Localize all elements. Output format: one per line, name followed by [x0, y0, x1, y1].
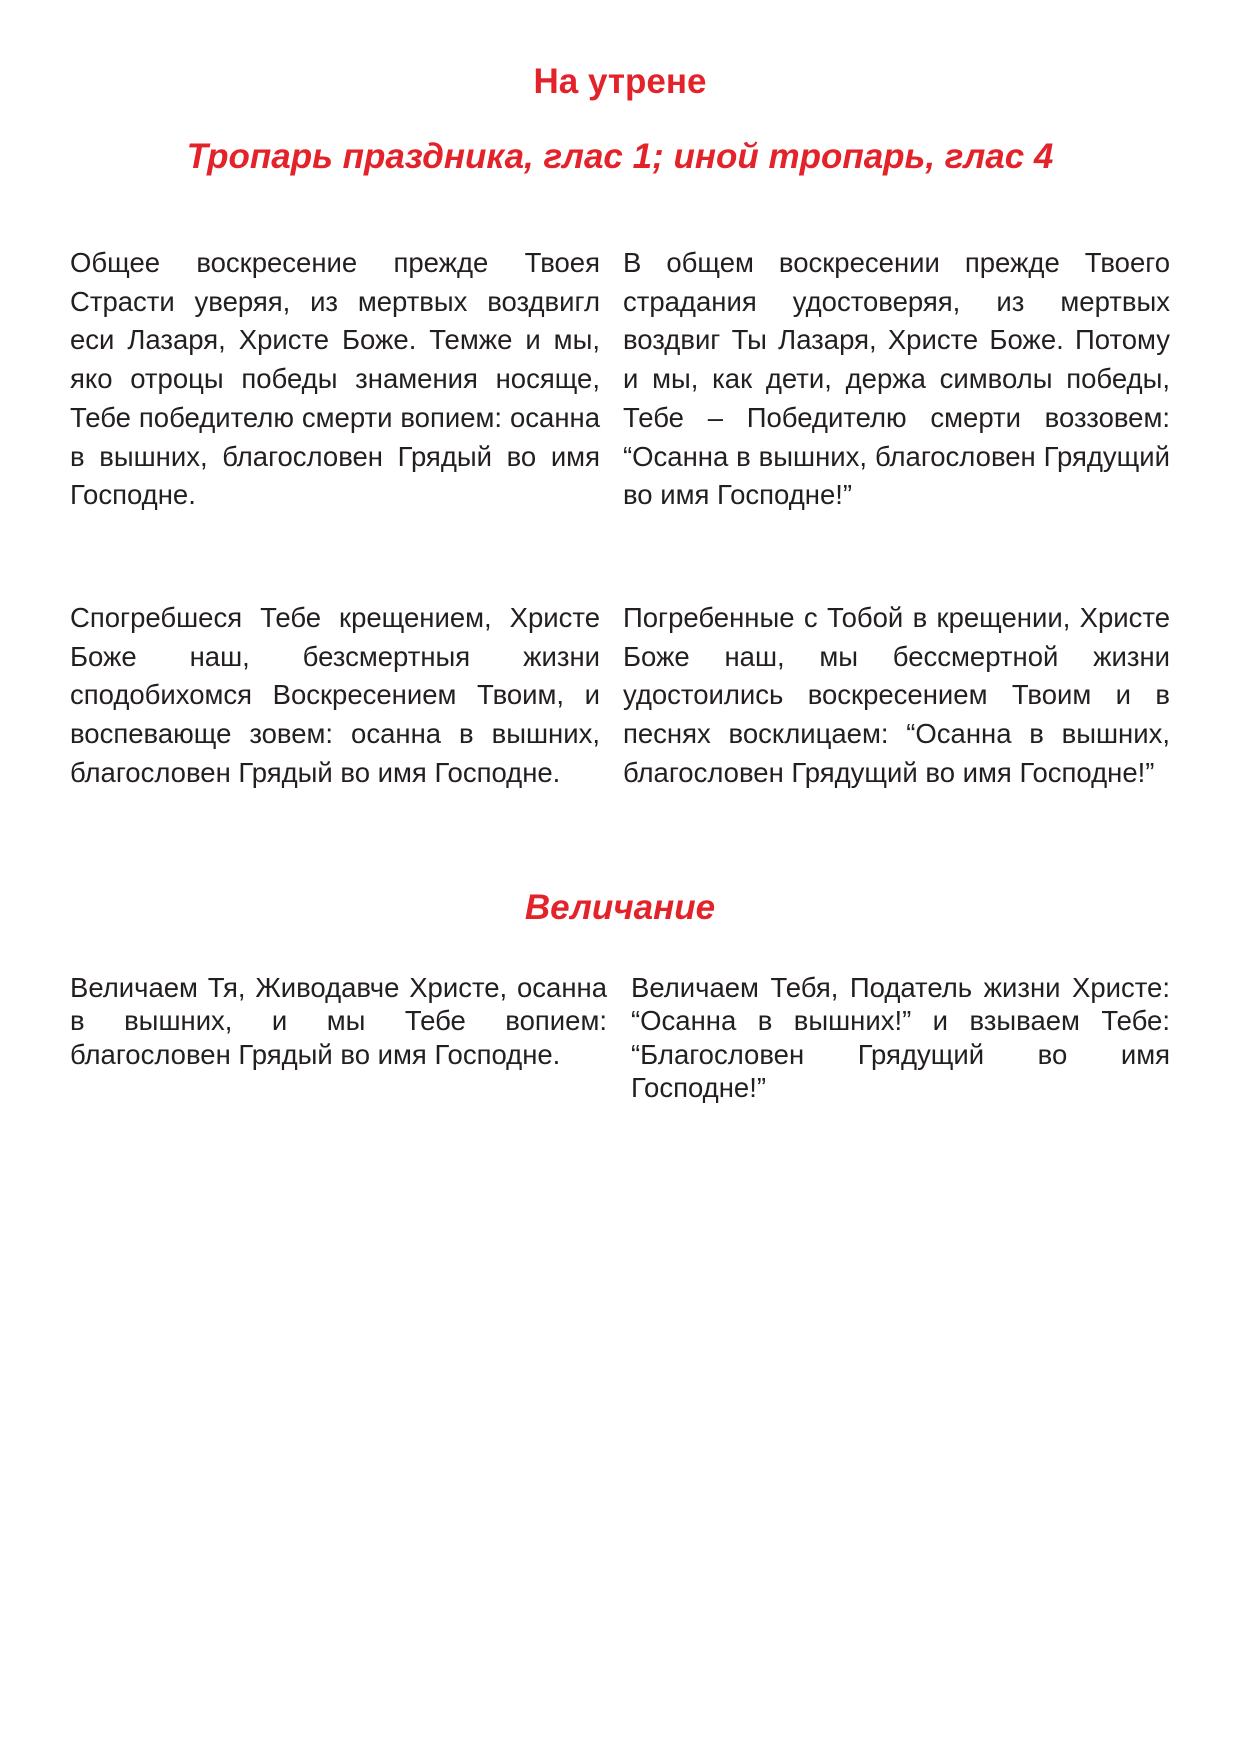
magnification-church-slavonic: Величаем Тя, Живодавче Христе, осанна в вышних, и мы Тебе вопием: благословен Грядый во имя Господне.	[70, 972, 607, 1070]
troparion-1-church-slavonic: Общее воскресение прежде Твоея Страсти уверяя, из мертвых воздвигл еси Лазаря, Христе Боже. Темже и мы, яко отроцы победы знамения носяще, Тебе победителю смерти вопием: осанна в вышних, благословен Грядый во имя Господне.	[70, 247, 600, 511]
troparion-2-church-slavonic: Спогребшеся Тебе крещением, Христе Боже наш, безсмертныя жизни сподобихомся Воскресением Твоим, и воспевающе зовем: осанна в вышних, благословен Грядый во имя Господне.	[70, 602, 600, 788]
magnification-russian: Величаем Тебя, Податель жизни Христе: “Осанна в вышних!” и взываем Тебе: “Благословен Грядущий во имя Господне!”	[631, 972, 1170, 1104]
magnification-heading: Величание	[524, 888, 716, 927]
section-heading-matins: На утрене	[533, 62, 707, 101]
troparion-1-russian: В общем воскресении прежде Твоего страдания удостоверяя, из мертвых воздвиг Ты Лазаря, Христе Боже. Потому и мы, как дети, держа символы победы, Тебе – Победителю смерти воззовем: “Осанна в вышних, благословен Грядущий во имя Господне!”	[623, 247, 1170, 511]
troparion-2-russian: Погребенные с Тобой в крещении, Христе Боже наш, мы бессмертной жизни удостоились воскресением Твоим и в песнях восклицаем: “Осанна в вышних, благословен Грядущий во имя Господне!”	[623, 602, 1170, 788]
troparion-heading: Тропарь праздника, глас 1; иной тропарь, глас 4	[186, 137, 1054, 176]
